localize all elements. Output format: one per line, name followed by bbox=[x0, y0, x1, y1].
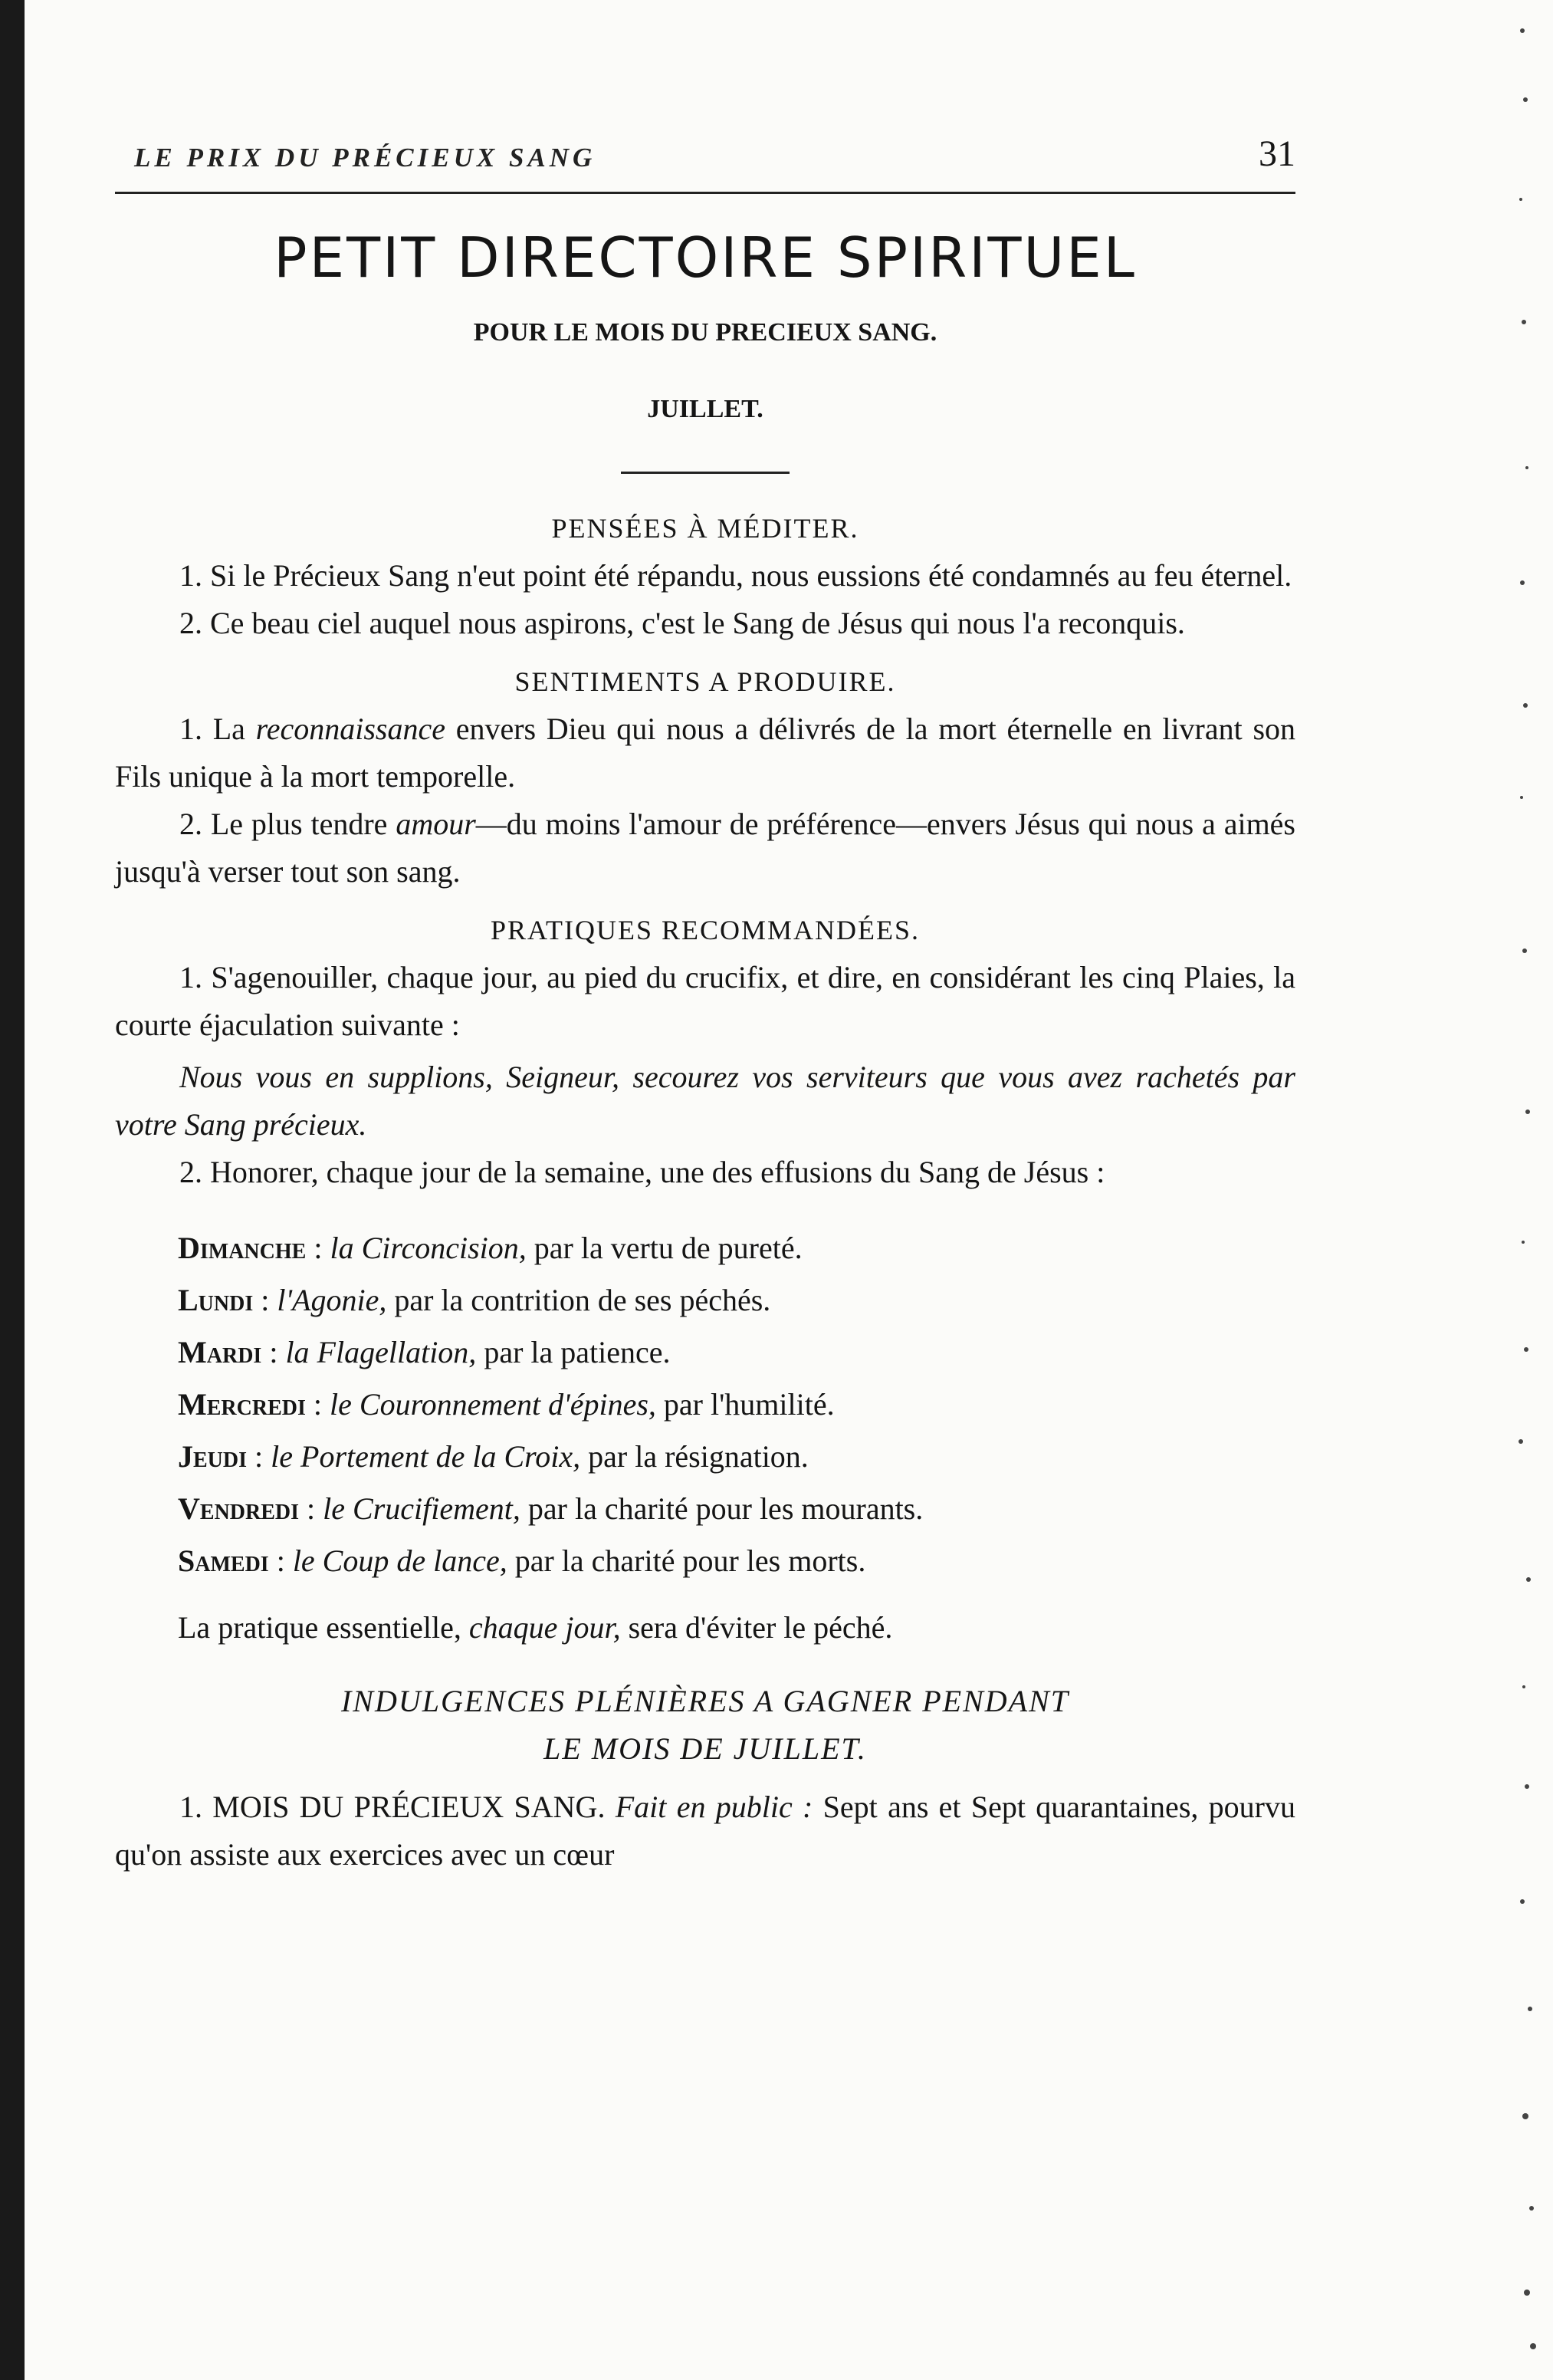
weekday-row: Samedi : le Coup de lance, par la charité pour les morts. bbox=[178, 1543, 866, 1578]
weekday-row: Jeudi : le Portement de la Croix, par la résignation. bbox=[178, 1439, 809, 1474]
pensee-item-1: 1. Si le Précieux Sang n'eut point été répandu, nous eussions été condamnés au feu éternel. bbox=[179, 558, 1292, 593]
pratiques-heading: PRATIQUES RECOMMANDÉES. bbox=[490, 915, 921, 945]
weekday-row: Lundi : l'Agonie, par la contrition de ses péchés. bbox=[178, 1283, 771, 1317]
section-divider bbox=[621, 472, 790, 474]
page-number: 31 bbox=[1259, 133, 1295, 174]
weekday-row: Vendredi : le Crucifiement, par la charité pour les mourants. bbox=[178, 1491, 924, 1526]
weekday-row: Mardi : la Flagellation, par la patience. bbox=[178, 1335, 671, 1369]
page-title: PETIT DIRECTOIRE SPIRITUEL bbox=[274, 225, 1137, 290]
book-page bbox=[115, 130, 1295, 1879]
book-spine-shadow bbox=[0, 0, 25, 2380]
weekday-list bbox=[178, 1222, 1295, 1587]
sentiments-heading: SENTIMENTS A PRODUIRE. bbox=[514, 666, 896, 697]
essential-practice: La pratique essentielle, chaque jour, sera d'éviter le péché. bbox=[178, 1610, 893, 1645]
prayer-ejaculation: Nous vous en supplions, Seigneur, secourez vos serviteurs que vous avez rachetés par votre Sang précieux. bbox=[115, 1060, 1295, 1142]
margin-speckles bbox=[1507, 0, 1553, 2380]
header-rule bbox=[115, 192, 1295, 194]
weekday-row: Dimanche : la Circoncision, par la vertu de pureté. bbox=[178, 1231, 803, 1265]
running-head bbox=[115, 130, 1295, 192]
sentiment-item-1: 1. La reconnaissance envers Dieu qui nous a délivrés de la mort éternelle en livrant son Fils unique à la mort temporelle. bbox=[115, 712, 1296, 794]
pratique-item-2: 2. Honorer, chaque jour de la semaine, une des effusions du Sang de Jésus : bbox=[179, 1155, 1105, 1189]
indulgences-heading: INDULGENCES PLÉNIÈRES A GAGNER PENDANT LE MOIS DE JUILLET. bbox=[340, 1684, 1070, 1766]
sentiment-item-2: 2. Le plus tendre amour—du moins l'amour de préférence—envers Jésus qui nous a aimés jusqu'à verser tout son sang. bbox=[115, 807, 1295, 889]
indulgence-item-1: 1. MOIS DU PRÉCIEUX SANG. Fait en public : Sept ans et Sept quarantaines, pourvu qu'on assiste aux exercices avec un cœur bbox=[115, 1790, 1295, 1872]
pratique-item-1: 1. S'agenouiller, chaque jour, au pied du crucifix, et dire, en considérant les cinq Plaies, la courte éjaculation suivante : bbox=[115, 960, 1295, 1042]
pensees-heading: PENSÉES À MÉDITER. bbox=[551, 513, 859, 544]
pensee-item-2: 2. Ce beau ciel auquel nous aspirons, c'est le Sang de Jésus qui nous l'a reconquis. bbox=[179, 606, 1185, 640]
running-head-title: LE PRIX DU PRÉCIEUX SANG bbox=[134, 143, 596, 173]
month-label: JUILLET. bbox=[647, 395, 763, 423]
weekday-row: Mercredi : le Couronnement d'épines, par l'humilité. bbox=[178, 1387, 835, 1422]
page-subtitle: POUR LE MOIS DU PRECIEUX SANG. bbox=[473, 318, 937, 347]
